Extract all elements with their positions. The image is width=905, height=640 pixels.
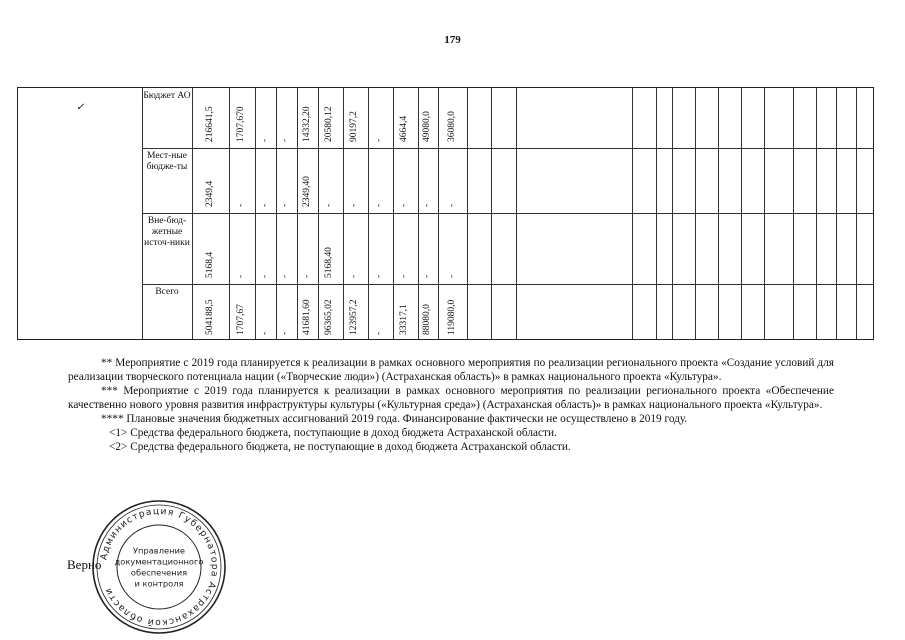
svg-text:Управление: Управление [132, 545, 186, 556]
table-cell: 504188,5 [205, 299, 215, 335]
svg-text:и контроля: и контроля [134, 578, 184, 589]
table-cell: 49080,0 [422, 111, 432, 142]
table-cell: - [280, 274, 290, 278]
table-cell: - [280, 138, 290, 142]
table-cell: 41681,60 [302, 299, 312, 335]
table-cell: - [349, 274, 359, 278]
table-cell: - [236, 203, 246, 207]
svg-text:Администрация Губернатора Астр: Администрация Губернатора Астраханской области [98, 505, 221, 629]
table-row-line [142, 148, 873, 149]
table-cell: - [374, 331, 384, 335]
budget-table [17, 87, 874, 340]
table-cell: 2349,40 [302, 176, 312, 207]
table-cell: - [260, 331, 270, 335]
footnote-2: *** Мероприятие с 2019 года планируется к реализации в рамках основного мероприятия по реализации регионального проекта «Обеспечение качественно нового уровня развития инфраструктуры культуры («Культурная среда») (Астраханская область)» в рамках национального проекта «Культура». [68, 385, 834, 411]
table-cell: 119080,0 [447, 299, 457, 335]
table-cell: - [324, 203, 334, 207]
table-cell: 88080,0 [422, 304, 432, 335]
table-cell: 5168,40 [324, 247, 334, 278]
table-cell: 4664,4 [399, 115, 409, 142]
footnotes [68, 356, 834, 454]
official-seal [90, 498, 228, 636]
table-cell: 96365,02 [324, 299, 334, 335]
svg-text:обеспечения: обеспечения [130, 567, 188, 578]
table-cell: - [260, 138, 270, 142]
table-cell: - [349, 203, 359, 207]
table-cell: - [447, 274, 457, 278]
footnote-1: ** Мероприятие с 2019 года планируется к реализации в рамках основного мероприятия по реализации регионального проекта «Создание условий для реализации творческого потенциала нации («Творческие люди») (Астраханская область)» в рамках национального проекта «Культура». [68, 357, 834, 383]
table-cell: 2349,4 [205, 180, 215, 207]
row-label: Вне-бюд-жетные источ-ники [144, 216, 190, 248]
table-cell: 1707,670 [236, 106, 246, 142]
table-cell: - [399, 274, 409, 278]
table-cell: 5168,4 [205, 251, 215, 278]
table-cell: - [374, 274, 384, 278]
verno-label: Верно [67, 557, 102, 572]
table-cell: - [422, 274, 432, 278]
table-cell: - [260, 203, 270, 207]
table-cell: 1707,67 [236, 304, 246, 335]
footnote-3: **** Плановые значения бюджетных ассигнований 2019 года. Финансирование фактически не осуществлено в 2019 году. [101, 413, 688, 425]
table-cell: 123957,2 [349, 299, 359, 335]
row-label: Мест-ные бюдже-ты [146, 151, 188, 172]
table-cell: 216641,5 [205, 106, 215, 142]
footnote-4: <1> Средства федерального бюджета, поступающие в доход бюджета Астраханской области. [109, 427, 557, 439]
table-cell: 33317,1 [399, 304, 409, 335]
table-cell: - [302, 274, 312, 278]
check-mark: ✓ [76, 102, 85, 113]
table-cell: 14332,20 [302, 106, 312, 142]
footnote-5: <2> Средства федерального бюджета, не поступающие в доход бюджета Астраханской области. [109, 441, 571, 453]
table-cell: 20580,12 [324, 106, 334, 142]
table-cell: - [260, 274, 270, 278]
table-row-line [142, 284, 873, 285]
table-cell: - [236, 274, 246, 278]
table-cell: - [280, 203, 290, 207]
table-cell: 36080,0 [447, 111, 457, 142]
table-cell: - [374, 138, 384, 142]
table-cell: - [447, 203, 457, 207]
table-cell: 90197,2 [349, 111, 359, 142]
table-cell: - [280, 331, 290, 335]
row-label: Всего [155, 287, 179, 297]
page-number: 179 [444, 34, 461, 46]
table-row-line [142, 213, 873, 214]
row-label: Бюджет АО [143, 91, 191, 101]
svg-text:документационного: документационного [114, 556, 204, 567]
table-cell: - [374, 203, 384, 207]
table-cell: - [422, 203, 432, 207]
table-cell: - [399, 203, 409, 207]
